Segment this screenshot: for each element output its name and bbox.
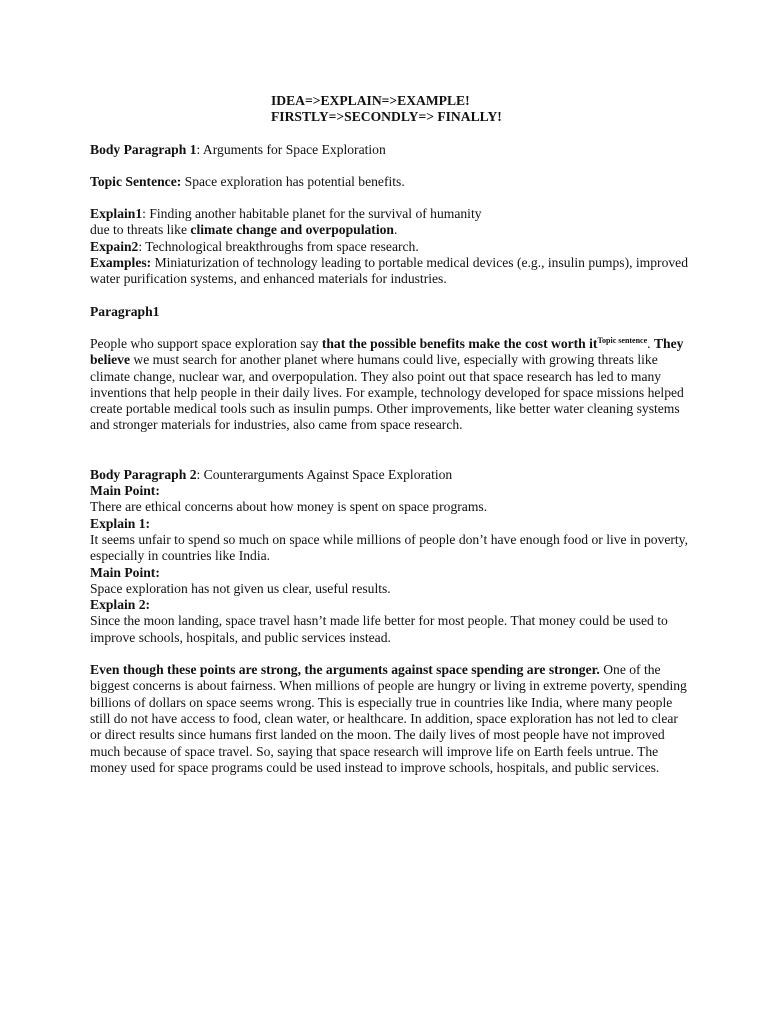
- header-line-1: IDEA=>EXPLAIN=>EXAMPLE!: [271, 93, 470, 108]
- explain-1b-label: [90, 516, 690, 532]
- explain-2b-label: [90, 597, 690, 613]
- explain-2b-text: Since the moon landing, space travel hasn’t made life better for most people. That money could be used to improve schools, hospitals, and public services instead.: [90, 613, 668, 645]
- explain-1b-text: It seems unfair to spend so much on space while millions of people don’t have enough food or live in poverty, especially in countries like India.: [90, 531, 688, 564]
- paragraph-1-they-believe: They believe: [90, 335, 684, 368]
- main-point-1-text: There are ethical concerns about how money is spent on space programs.: [90, 499, 488, 515]
- explain-1-end: .: [393, 222, 398, 238]
- body-paragraph-1-label: Body Paragraph 1: [90, 141, 197, 157]
- explain-2-text: : Technological breakthroughs from space research.: [138, 238, 419, 254]
- examples-text: Miniaturization of technology leading to portable medical devices (e.g., insulin pumps), improved water purification systems, and enhanced materials for industries.: [90, 255, 688, 287]
- paragraph-1-title: [90, 304, 690, 320]
- explain-1-continuation: [90, 222, 690, 238]
- body-paragraph-2-title: : Counterarguments Against Space Exploration: [196, 466, 453, 482]
- paragraph-1-period: .: [647, 335, 651, 351]
- examples-line: [90, 255, 690, 288]
- main-point-2-label-text: Main Point:: [90, 564, 160, 580]
- document-page: [90, 93, 690, 776]
- main-point-2-text: Space exploration has not given us clear, useful results.: [90, 580, 391, 596]
- paragraph-1-title-text: Paragraph1: [90, 303, 160, 319]
- body-paragraph-1-details: [90, 206, 690, 287]
- paragraph-1-text: we must search for another planet where humans could live, especially with growing threats like climate change, nuclear war, and overpopulation. They also point out that space research has led to many inventions that help people in their daily lives. For example, technology developed for space missions helped create portable medical tools such as insulin pumps. Other improvements, like better water cleaning systems and stronger materials for industries, also came from space research.: [90, 352, 684, 433]
- body-paragraph-1-title: : Arguments for Space Exploration: [196, 141, 386, 157]
- topic-sentence-note: Topic sentence: [597, 335, 648, 345]
- main-point-2-label: [90, 565, 690, 581]
- explain-2b-label-text: Explain 2:: [90, 597, 151, 613]
- topic-sentence-text: Space exploration has potential benefits.: [181, 173, 405, 189]
- conclusion-bold-lead: Even though these points are strong, the arguments against space spending are stronger.: [90, 662, 600, 678]
- explain-1-line: [90, 206, 690, 222]
- explain-1-line-2: due to threats like: [90, 222, 191, 238]
- paragraph-1-bold-claim: that the possible benefits make the cost worth it: [321, 335, 598, 351]
- body-paragraph-1-heading: [90, 142, 690, 158]
- conclusion-text: One of the biggest concerns is about fairness. When millions of people are hungry or living in extreme poverty, spending billions of dollars on space seems wrong. This is especially true in countries like India, where many people still do not have access to food, clean water, or healthcare. In addition, space exploration has not led to clear or direct results since humans first landed on the moon. The daily lives of most people have not improved much because of space travel. So, saying that space research will improve life on Earth feels untrue. The money used for space programs could be used instead to improve schools, hospitals, and public services.: [90, 662, 687, 775]
- body-paragraph-2-label: Body Paragraph 2: [90, 466, 197, 482]
- document-header: [271, 93, 690, 126]
- explain-2-line: [90, 239, 690, 255]
- body-paragraph-2-heading: [90, 467, 690, 483]
- paragraph-1-body: [90, 336, 690, 434]
- explain-1-bold-text: climate change and overpopulation: [190, 222, 394, 238]
- main-point-1-label: [90, 483, 690, 499]
- topic-sentence-label: Topic Sentence:: [90, 173, 182, 189]
- explain-2-label: Expain2: [90, 238, 139, 254]
- explain-1b-label-text: Explain 1:: [90, 515, 151, 531]
- main-point-1-label-text: Main Point:: [90, 483, 160, 499]
- explain-1-text: : Finding another habitable planet for the survival of humanity: [142, 206, 482, 222]
- topic-sentence: [90, 174, 690, 190]
- explain-1-label: Explain1: [90, 206, 143, 222]
- header-line-2: FIRSTLY=>SECONDLY=> FINALLY!: [271, 109, 502, 125]
- examples-label: Examples:: [90, 255, 152, 271]
- paragraph-1-intro: People who support space exploration say: [90, 335, 322, 351]
- conclusion-paragraph: [90, 662, 690, 776]
